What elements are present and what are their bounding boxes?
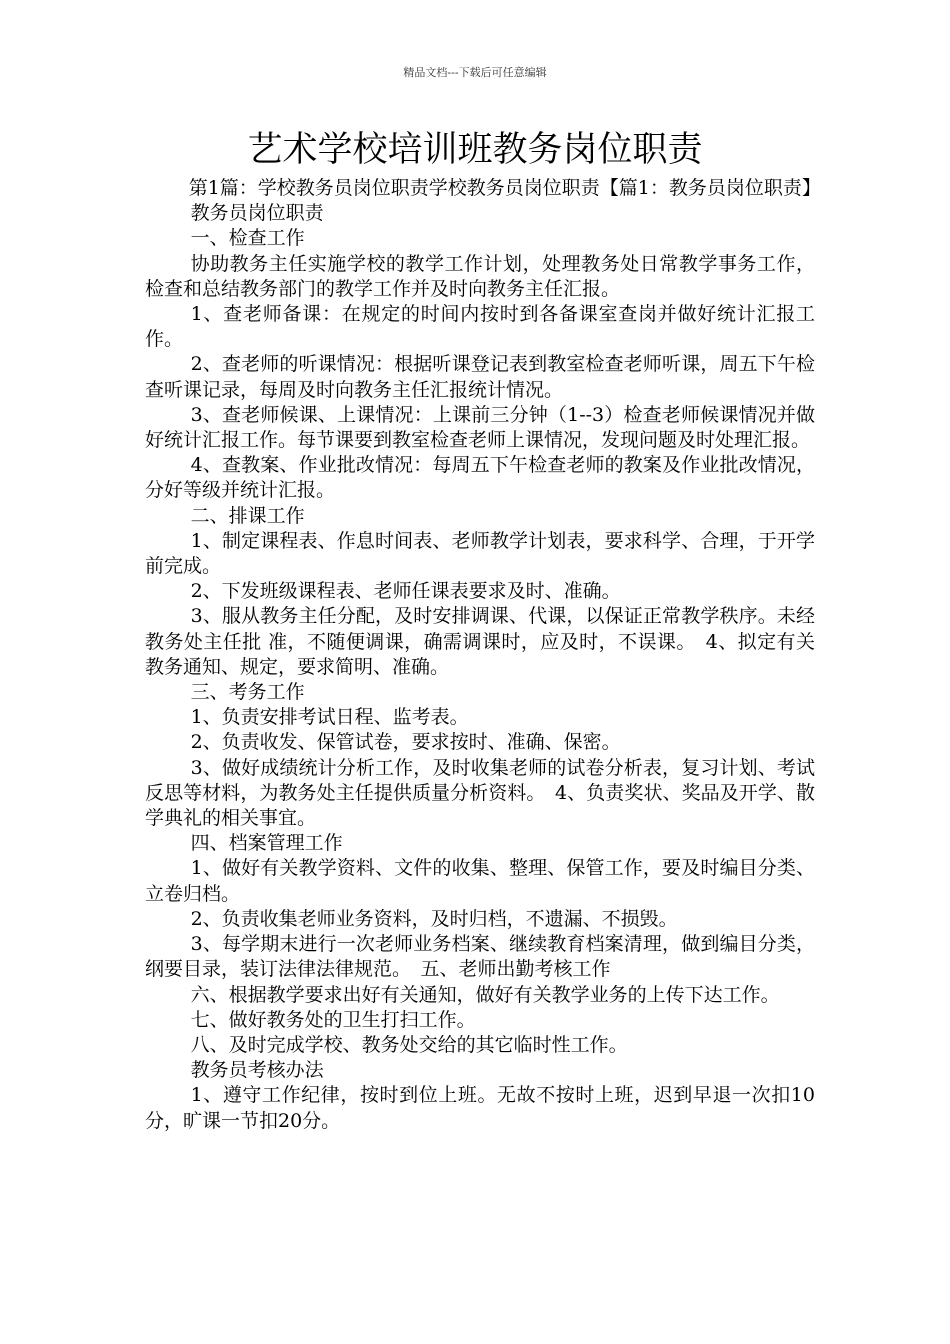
paragraph: 2、查老师的听课情况：根据听课登记表到教室检查老师听课，周五下午检查听课记录，每周及时向教务主任汇报统计情况。 [145,353,815,401]
paragraph: 七、做好教务处的卫生打扫工作。 [190,1008,476,1031]
document-title: 艺术学校培训班教务岗位职责 [247,130,703,170]
paragraph: 2、负责收集老师业务资料，及时归档，不遗漏、不损毁。 [190,907,678,930]
paragraph: 1、负责安排考试日程、监考表。 [190,706,469,729]
paragraph: 2、负责收发、保管试卷，要求按时、准确、保密。 [190,731,621,754]
section-heading: 三、考务工作 [190,681,305,704]
header-note: 精品文档---下载后可任意编辑 [403,66,547,79]
paragraph: 3、服从教务主任分配，及时安排调课、代课，以保证正常教学秩序。未经教务处主任批 准，不随便调课，确需调课时，应及时，不误课。 4、拟定有关教务通知、规定，要求简明、准确。 [145,605,815,678]
paragraph: 3、每学期末进行一次老师业务档案、继续教育档案清理，做到编目分类，纲要目录，装订法律法律规范。 五、老师出勤考核工作 [145,933,815,981]
section-heading: 四、档案管理工作 [190,832,343,855]
paragraph: 2、下发班级课程表、老师任课表要求及时、准确。 [190,580,621,603]
paragraph: 六、根据教学要求出好有关通知，做好有关教学业务的上传下达工作。 [190,983,780,1006]
section-heading: 教务员考核办法 [190,1059,324,1082]
paragraph: 1、遵守工作纪律，按时到位上班。无故不按时上班，迟到早退一次扣10分，旷课一节扣20分。 [145,1084,815,1132]
paragraph: 1、做好有关教学资料、文件的收集、整理、保管工作，要及时编目分类、立卷归档。 [145,857,815,905]
paragraph: 第1篇：学校教务员岗位职责学校教务员岗位职责【篇1：教务员岗位职责】 [188,177,821,199]
section-heading: 教务员岗位职责 [190,202,324,225]
paragraph: 3、做好成绩统计分析工作，及时收集老师的试卷分析表，复习计划、考试反思等材料，为教务处主任提供质量分析资料。 4、负责奖状、奖品及开学、散学典礼的相关事宜。 [145,756,815,830]
section-heading: 二、排课工作 [190,504,305,527]
section-heading: 一、检查工作 [190,227,305,250]
paragraph: 八、及时完成学校、教务处交给的其它临时性工作。 [190,1033,628,1056]
paragraph: 4、查教案、作业批改情况：每周五下午检查老师的教案及作业批改情况，分好等级并统计汇报。 [145,454,815,502]
paragraph: 协助教务主任实施学校的教学工作计划，处理教务处日常教学事务工作，检查和总结教务部门的教学工作并及时向教务主任汇报。 [145,252,815,300]
paragraph: 1、查老师备课：在规定的时间内按时到各备课室查岗并做好统计汇报工作。 [145,303,815,351]
paragraph: 1、制定课程表、作息时间表、老师教学计划表，要求科学、合理，于开学前完成。 [145,529,815,578]
paragraph: 3、查老师候课、上课情况：上课前三分钟（1--3）检查老师候课情况并做好统计汇报工作。每节课要到教室检查老师上课情况，发现问题及时处理汇报。 [145,403,815,452]
document-body [145,176,821,1134]
